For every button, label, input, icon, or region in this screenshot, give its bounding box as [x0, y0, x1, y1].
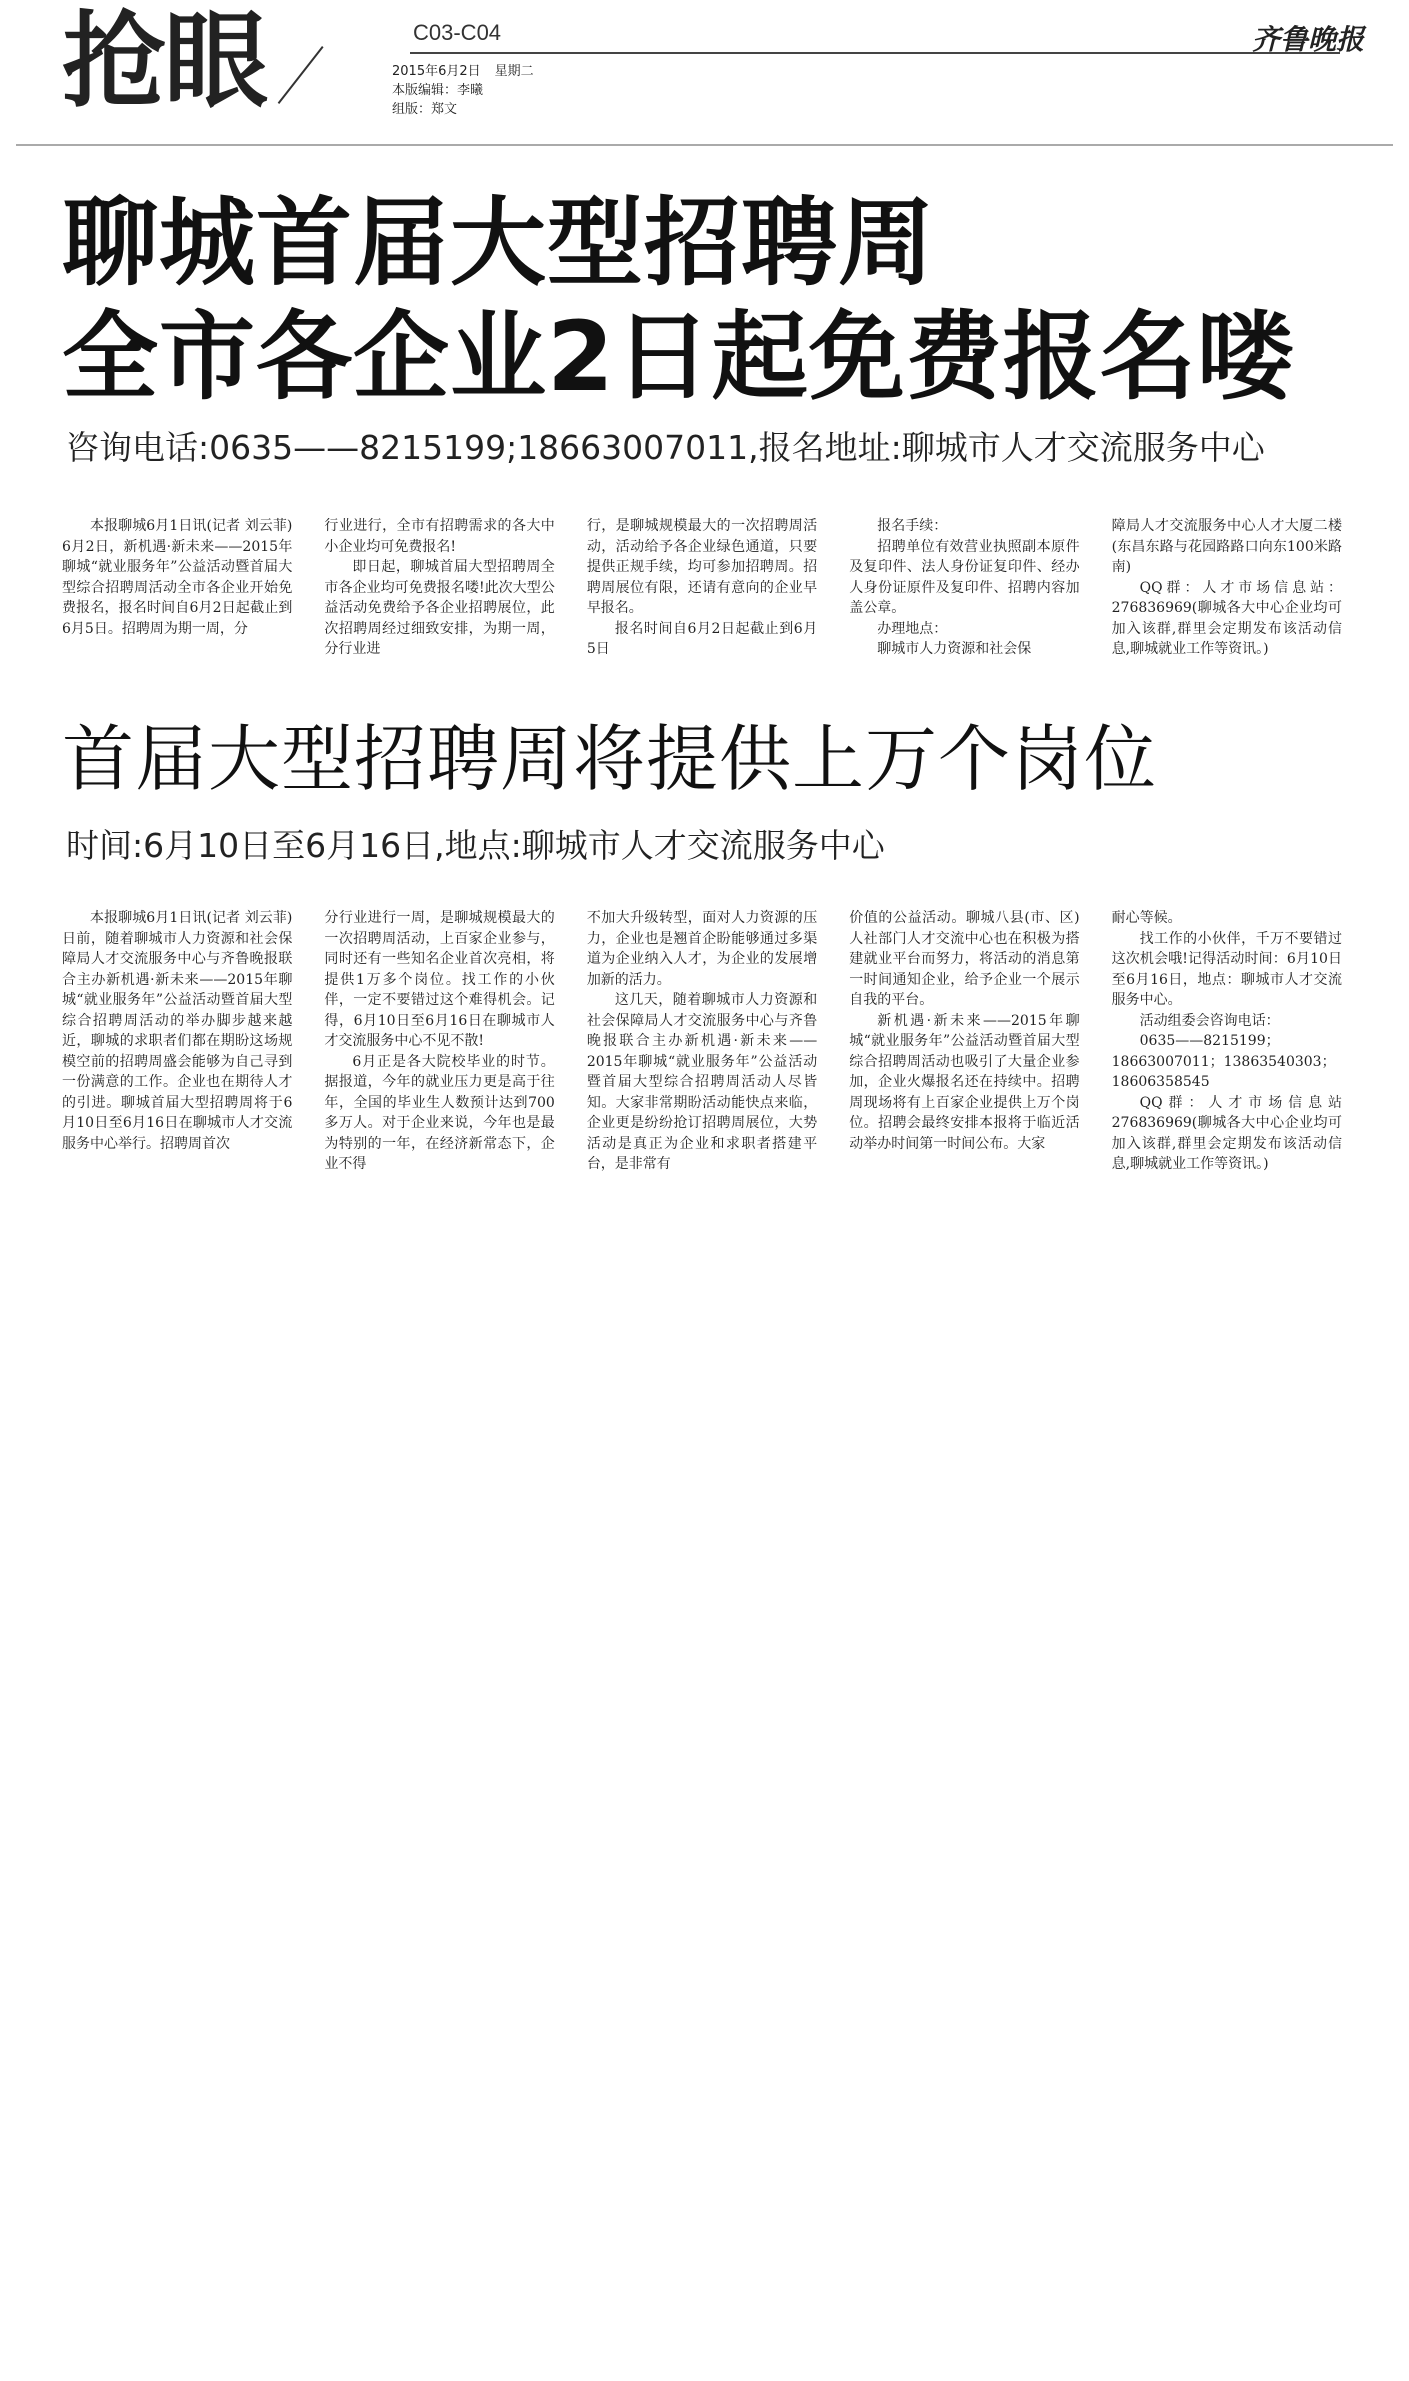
- paragraph: 0635——8215199；18663007011；13863540303；18606358545: [1111, 1033, 1336, 1090]
- editor-credit: 本版编辑：李曦: [392, 83, 484, 98]
- article1-headline-line1: 聊城首届大型招聘周: [62, 187, 935, 299]
- article2-body: [62, 908, 1342, 1175]
- article1-column-5: [1112, 516, 1342, 660]
- paragraph: 分行业进行一周，是聊城规模最大的一次招聘周活动，上百家企业参与，同时还有一些知名企业首次亮相，将提供1万多个岗位。找工作的小伙伴，一定不要错过这个难得机会。记得，6月10日至6月16日在聊城市人才交流服务中心不见不散!: [324, 910, 555, 1049]
- paragraph: 行，是聊城规模最大的一次招聘周活动，活动给予各企业绿色通道，只要提供正规手续，均可参加招聘周。招聘周展位有限，还请有意向的企业早早报名。: [586, 518, 818, 616]
- article2-subhead: 时间:6月10日至6月16日,地点:聊城市人才交流服务中心: [66, 826, 885, 865]
- logo-divider: [278, 46, 324, 104]
- paragraph: 耐心等候。: [1111, 910, 1182, 926]
- paragraph: 即日起，聊城首届大型招聘周全市各企业均可免费报名喽!此次大型公益活动免费给予各企业招聘展位，此次招聘周经过细致安排，为期一周，分行业进: [324, 559, 555, 657]
- paragraph: 报名手续：: [877, 518, 948, 534]
- masthead-divider: [16, 144, 1393, 146]
- paragraph: 找工作的小伙伴，千万不要错过这次机会哦!记得活动时间：6月10日至6月16日，地点：聊城市人才交流服务中心。: [1111, 930, 1343, 1008]
- paragraph: 这几天，随着聊城市人力资源和社会保障局人才交流服务中心与齐鲁晚报联合主办新机遇·新未来——2015年聊城“就业服务年”公益活动暨首届大型综合招聘周活动人尽皆知。大家非常期盼活动能快点来临，企业更是纷纷抢订招聘周展位，大势活动是真正为企业和求职者搭建平台，是非常有: [586, 992, 818, 1172]
- article2-headline: 首届大型招聘周将提供上万个岗位: [62, 717, 1158, 801]
- paragraph: 本报聊城6月1日讯(记者 刘云菲) 6月2日，新机遇·新未来——2015年聊城“就业服务年”公益活动暨首届大型综合招聘周活动全市各企业开始免费报名，报名时间自6月2日起截止到6月5日。招聘周为期一周，分: [62, 518, 293, 637]
- paragraph: QQ群：人才市场信息站276836969(聊城各大中心企业均可加入该群,群里会定期发布该活动信息,聊城就业工作等资讯。): [1111, 1094, 1343, 1172]
- paragraph: 办理地点：: [877, 620, 948, 637]
- issue-date: 2015年6月2日: [392, 64, 481, 79]
- article2-column-3: [587, 908, 817, 1175]
- article2-column-4: [849, 908, 1079, 1175]
- section-logo: 抢眼: [62, 0, 267, 122]
- issue-weekday: 星期二: [494, 64, 534, 79]
- article2-column-5: [1112, 908, 1342, 1175]
- paragraph: 行业进行，全市有招聘需求的各大中小企业均可免费报名!: [324, 518, 555, 555]
- layout-credit: 组版：郑文: [392, 102, 458, 117]
- paragraph: 报名时间自6月2日起截止到6月5日: [586, 620, 818, 657]
- article1-body: [62, 516, 1342, 660]
- article1-column-3: [587, 516, 817, 660]
- newspaper-logo: 齐鲁晚报: [1252, 23, 1365, 56]
- paragraph: 价值的公益活动。聊城八县(市、区)人社部门人才交流中心也在积极为搭建就业平台而努力，将活动的消息第一时间通知企业，给予企业一个展示自我的平台。: [849, 910, 1080, 1008]
- page-code: C03-C04: [413, 20, 502, 45]
- article1-column-4: [849, 516, 1079, 660]
- masthead: [0, 0, 1409, 148]
- article1-subhead: 咨询电话:0635——8215199;18663007011,报名地址:聊城市人才交流服务中心: [66, 428, 1265, 467]
- article1-column-1: [62, 516, 292, 660]
- article1-headline-line2: 全市各企业2日起免费报名喽: [62, 301, 1294, 413]
- paragraph: 6月正是各大院校毕业的时节。据报道，今年的就业压力更是高于往年，全国的毕业生人数预计达到700多万人。对于企业来说，今年也是最为特别的一年，在经济新常态下，企业不得: [324, 1053, 555, 1172]
- paragraph: QQ群：人才市场信息站：276836969(聊城各大中心企业均可加入该群,群里会定期发布该活动信息,聊城就业工作等资讯。): [1111, 579, 1343, 657]
- paragraph: 障局人才交流服务中心人才大厦二楼(东昌东路与花园路路口向东100米路南): [1111, 518, 1343, 575]
- paragraph: 本报聊城6月1日讯(记者 刘云菲) 日前，随着聊城市人力资源和社会保障局人才交流服务中心与齐鲁晚报联合主办新机遇·新未来——2015年聊城“就业服务年”公益活动暨首届大型综合招聘周活动的举办脚步越来越近，聊城的求职者们都在期盼这场规模空前的招聘周盛会能够为自己寻到一份满意的工作。企业也在期待人才的引进。聊城首届大型招聘周将于6月10日至6月16日在聊城市人才交流服务中心举行。招聘周首次: [62, 910, 293, 1152]
- masthead-meta: [392, 62, 548, 119]
- masthead-line: [410, 52, 1340, 54]
- paragraph: 新机遇·新未来——2015年聊城“就业服务年”公益活动暨首届大型综合招聘周活动也吸引了大量企业参加，企业火爆报名还在持续中。招聘周现场将有上百家企业提供上万个岗位。招聘会最终安排本报将于临近活动举办时间第一时间公布。大家: [849, 1012, 1080, 1152]
- paragraph: 聊城市人力资源和社会保: [877, 641, 1032, 657]
- article2-column-2: [324, 908, 554, 1175]
- article2-column-1: [62, 908, 292, 1175]
- article1-column-2: [324, 516, 554, 660]
- paragraph: 招聘单位有效营业执照副本原件及复印件、法人身份证复印件、经办人身份证原件及复印件、招聘内容加盖公章。: [849, 538, 1080, 616]
- paragraph: 不加大升级转型，面对人力资源的压力，企业也是翘首企盼能够通过多渠道为企业纳入人才，为企业的发展增加新的活力。: [586, 910, 818, 988]
- paragraph: 活动组委会咨询电话：: [1139, 1012, 1280, 1029]
